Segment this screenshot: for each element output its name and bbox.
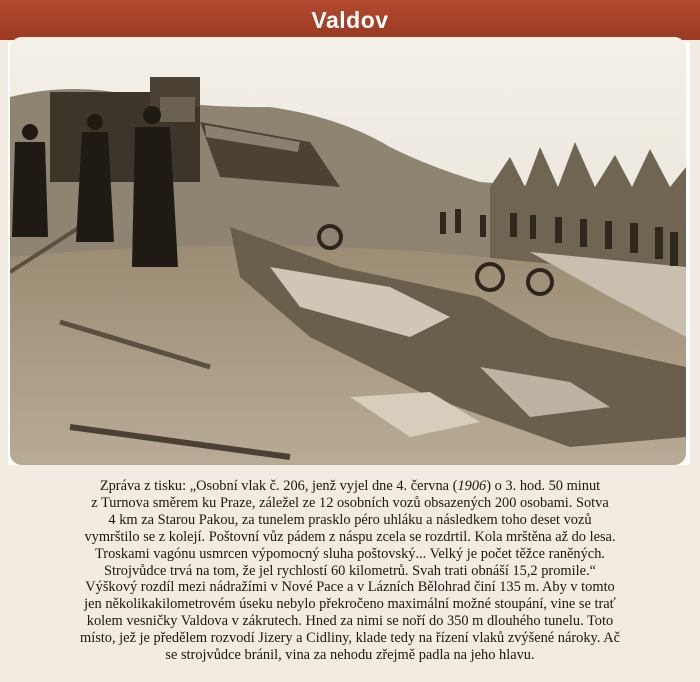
photo-illustration <box>10 37 686 465</box>
caption-line-5: Troskami vagónu usmrcen výpomocný sluha poštovský... Velký je počet těžce raněných. <box>95 545 605 562</box>
caption-line-9: kolem vesničky Valdova v zákrutech. Hned za nimi se noří do 350 m dlouhého tunelu. Toto <box>86 613 614 630</box>
caption <box>12 478 688 664</box>
caption-line-2: z Turnova směrem ku Praze, záležel ze 12 osobních vozů obsazených 200 osobami. Sotva <box>91 494 609 511</box>
historic-photo-train-wreck <box>10 37 686 465</box>
header-bar <box>0 0 700 40</box>
caption-line-3: 4 km za Starou Pakou, za tunelem prasklo péro uhláku a následkem toho deset vozů <box>108 511 592 528</box>
caption-line-11: se strojvůdce bránil, vina za nehodu zřejmě padla na jeho hlavu. <box>165 647 535 664</box>
caption-line-4: vymrštilo se z kolejí. Poštovní vůz pádem z náspu zcela se rozdrtil. Kola mrštěna až do lesa. <box>84 528 616 545</box>
caption-line-1: Zpráva z tisku: „Osobní vlak č. 206, jenž vyjel dne 4. června (1906) o 3. hod. 50 minut <box>99 478 601 494</box>
caption-line-10: místo, jež je předělem rozvodí Jizery a Cidliny, klade tedy na řízení vlaků zvýšené nároky. Ač <box>80 630 620 647</box>
page-title: Valdov <box>311 6 389 33</box>
caption-line-6: Strojvůdce trvá na tom, že jel rychlostí 60 kilometrů. Svah trati obnáší 15,2 promile.“ <box>104 562 596 579</box>
caption-line-8: jen několikakilometrovém úseku nebylo překročeno maximální možné stoupání, vine se trať <box>84 596 616 613</box>
caption-line-7: Výškový rozdíl mezi nádražími v Nové Pace a v Lázních Bělohrad činí 135 m. Aby v tomto <box>85 579 615 596</box>
caption-year: 1906 <box>457 478 487 494</box>
